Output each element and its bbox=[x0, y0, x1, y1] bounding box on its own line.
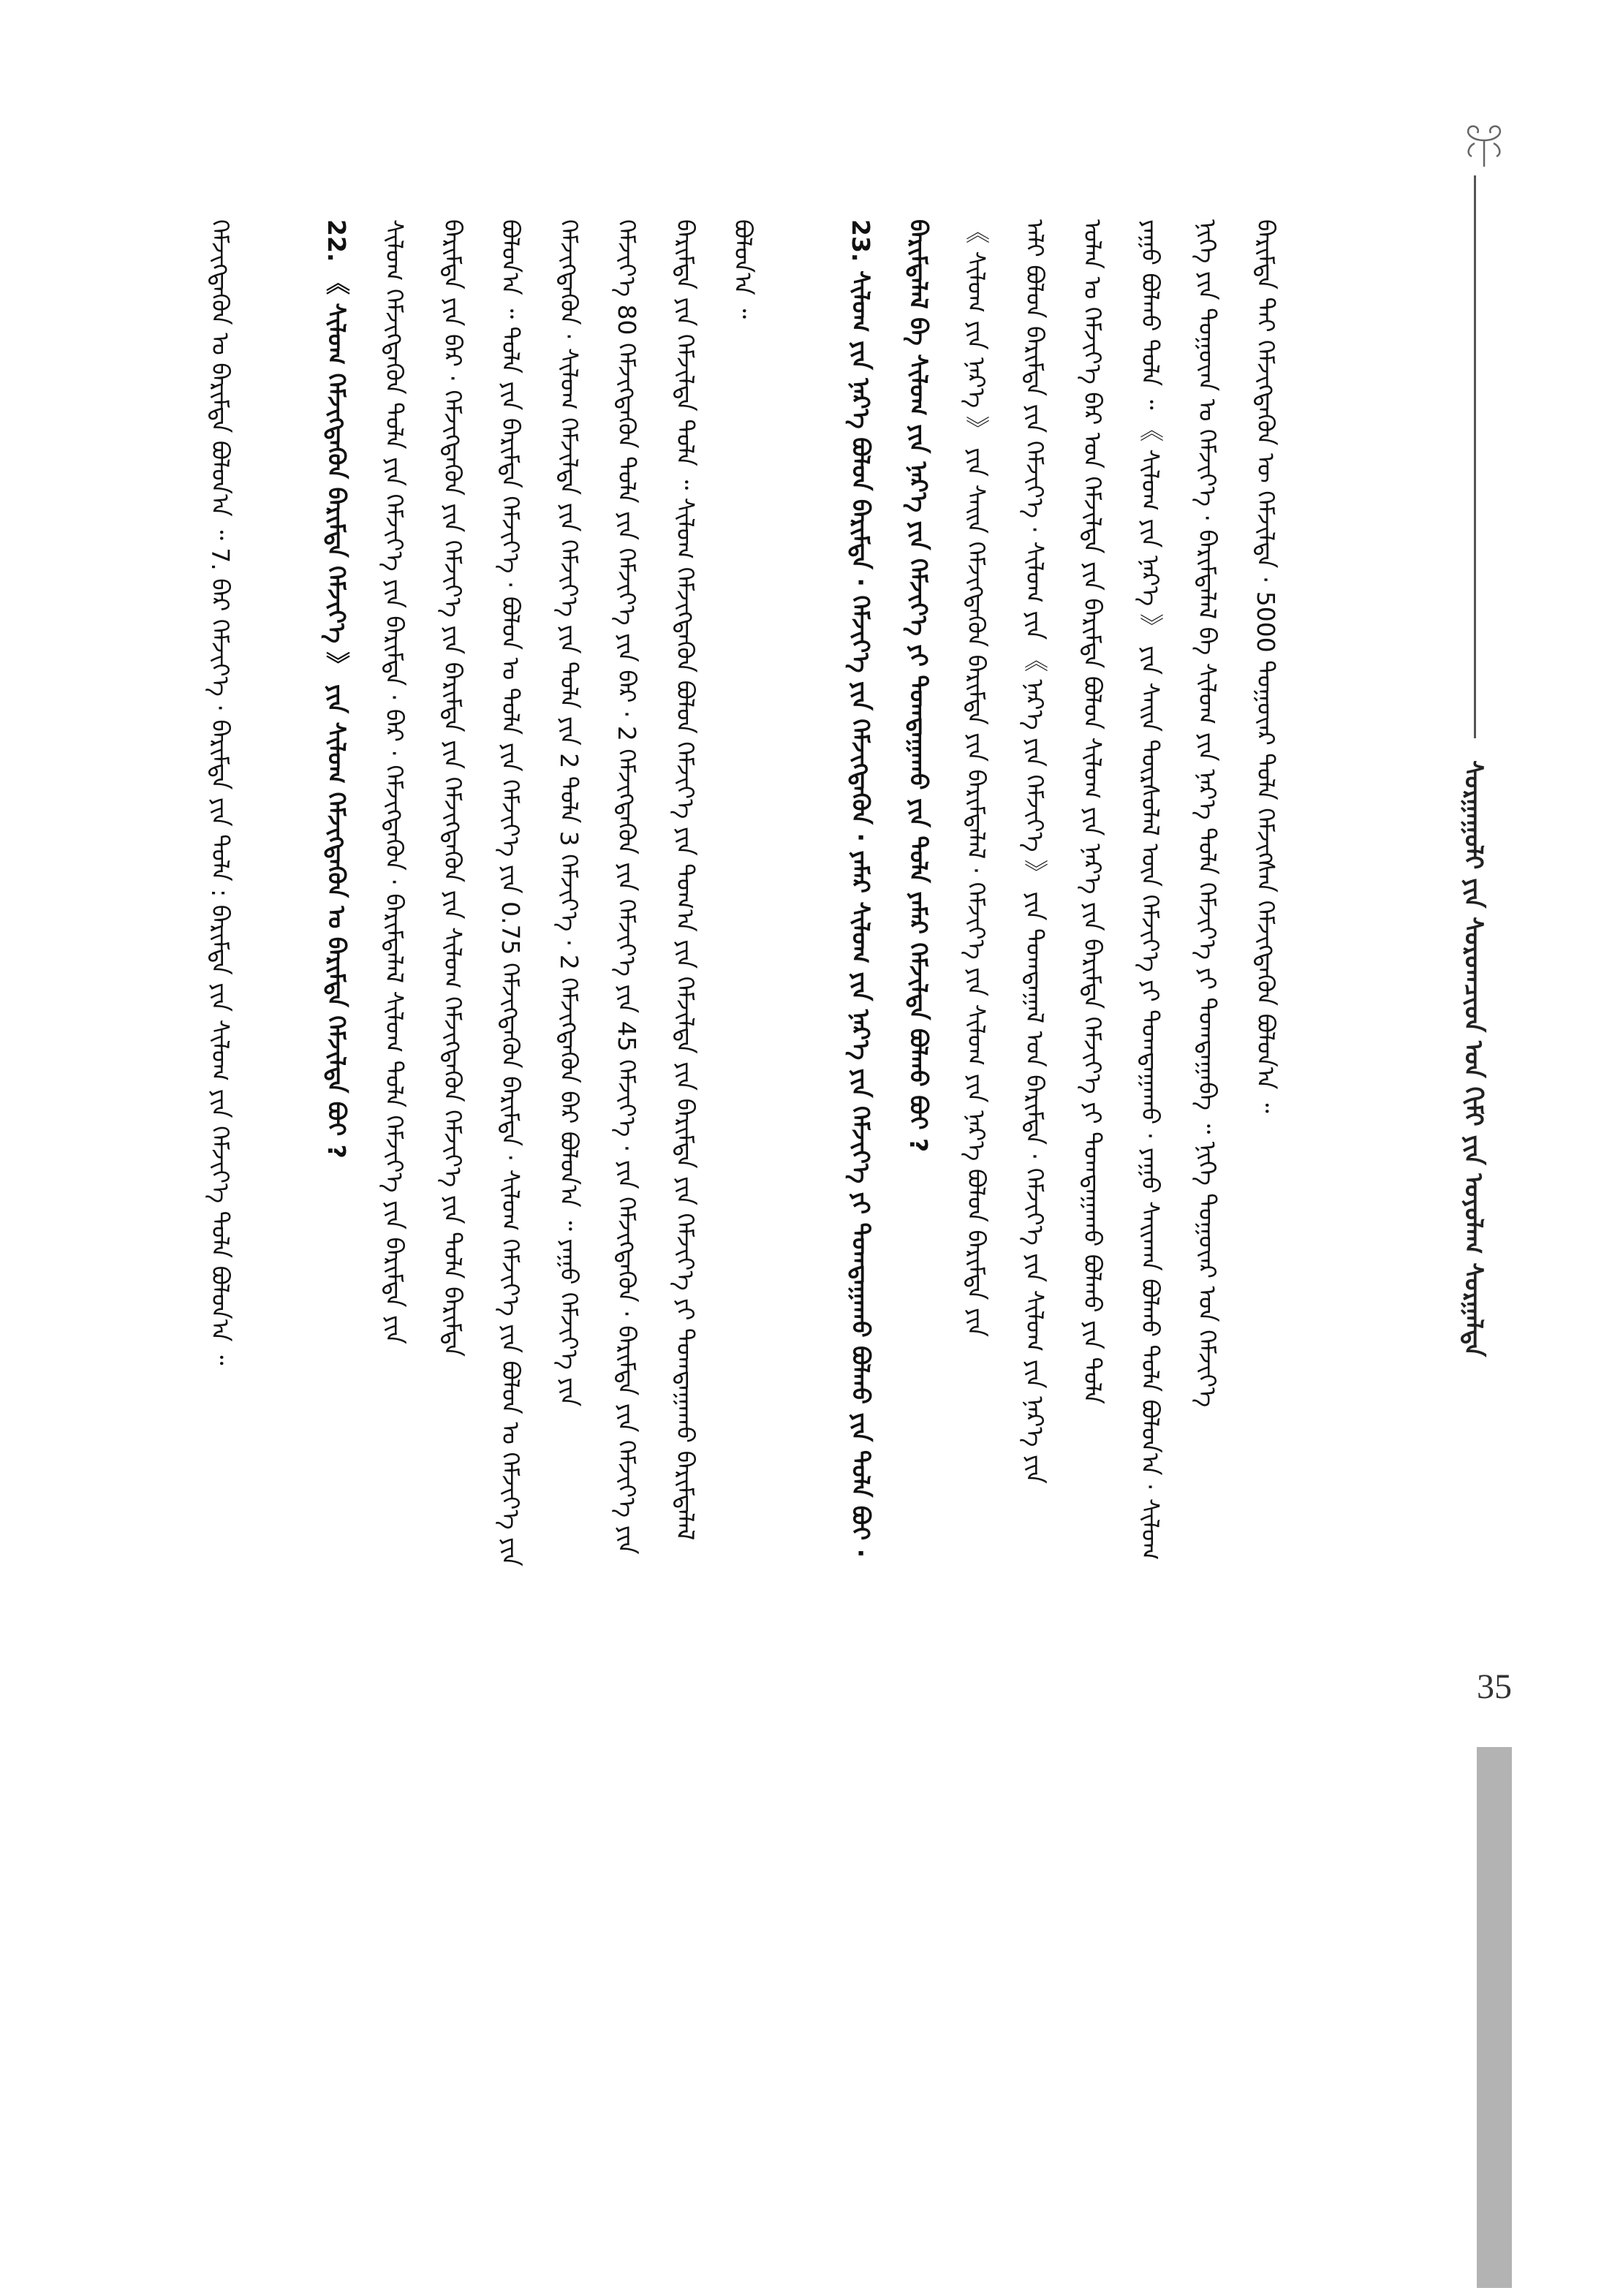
text-column: ᠨᠢᠭᠡ ᠶᠢᠨ ᠳᠤᠭᠤᠶ᠋ᠠᠨ ᠤ ᠬᠡᠮᠵᠢᠶ᠎ᠡ · ᠪᠠᠷᠢᠮᠲᠠᠯᠠᠯ ᠪᠠ ᠰᠢᠯᠤᠭ ᠶᠢᠨ ᠨᠡᠷ᠎ᠡ ᠲᠤᠯᠠ ᠬᠡᠮᠵᠢᠶ᠎ᠡ ᠶᠢ ᠲᠣᠭᠲᠠᠭᠠᠪᠠ ᠃ ᠨᠢᠭᠡ ᠳᠤᠭᠤᠶ᠋ᠠᠷ ᠤᠨ ᠬᠡᠮᠵᠢᠶ᠎ᠡ bbox=[1193, 219, 1222, 1408]
page-number: 35 bbox=[1477, 1667, 1512, 1706]
running-title: ᠰᠤᠷᠭᠠᠭᠤᠯᠢ ᠶᠢᠨ ᠰᠤᠷᠤᠭᠴᠢᠳ ᠤᠨ ᠬᠢᠮᠢ ᠶᠢᠨ ᠤᠶᠤᠯᠠᠭ ᠰᠤᠷᠭᠠᠯᠲᠠ bbox=[1459, 760, 1488, 1357]
text-column: ᠪᠣᠯᠤᠨ᠎ᠠ ᠃ ᠲᠤᠯᠠ ᠶᠢᠨ ᠪᠠᠷᠢᠮᠲᠠ ᠬᠡᠮᠵᠢᠶ᠎ᠡ · ᠪᠣᠯᠤᠨ ᠤ ᠲᠤᠯᠠ ᠶᠢᠨ ᠬᠡᠮᠵᠢᠶ᠎ᠡ ᠶᠢᠨ 0.75 ᠬᠡᠮᠵᠢᠭᠳᠡᠬᠦᠨ ᠪᠠᠷᠢᠮᠲᠠ · ᠰᠢᠯᠤᠭ ᠬᠡᠮᠵᠢᠶ᠎ᠡ ᠶᠢᠨ ᠪᠣᠯᠤᠨ ᠤ ᠬᠡᠮᠵᠢᠶ᠎ᠡ ᠶᠢᠨ bbox=[496, 219, 525, 1566]
text-column: 《 ᠰᠢᠯᠤᠭ ᠶᠢᠨ ᠨᠡᠷ᠎ᠡ 》 ᠶᠢᠨ ᠰᠠᠢᠨ ᠬᠡᠮᠵᠢᠭᠳᠡᠬᠦᠨ ᠪᠠᠷᠢᠮᠲᠠ ᠶᠢᠨ ᠪᠠᠷᠢᠮᠲᠠᠯᠠᠯ · ᠬᠡᠮᠵᠢᠶ᠎ᠡ ᠶᠢᠨ ᠰᠢᠯᠤᠭ ᠶᠢᠨ ᠨᠡᠷ᠎ᠡ ᠪᠣᠯᠤᠨ ᠪᠠᠷᠢᠮᠲᠠ ᠶᠢᠨ bbox=[962, 219, 991, 1337]
scroll-flourish-icon bbox=[1459, 124, 1510, 168]
text-column: ᠣᠯᠠᠨ ᠤ ᠬᠡᠮᠵᠢᠶ᠎ᠡ ᠪᠠᠷ ᠤᠨ ᠬᠡᠮᠵᠢᠯᠲᠡ ᠶᠢᠨ ᠪᠠᠷᠢᠮᠲᠠ ᠪᠣᠯᠤᠨ ᠰᠢᠯᠤᠭ ᠶᠢᠨ ᠨᠡᠷ᠎ᠡ ᠶᠢᠨ ᠪᠠᠷᠢᠮᠲᠠ ᠬᠡᠮᠵᠢᠶ᠎ᠡ ᠶᠢ ᠲᠣᠭᠲᠠᠭᠠᠬᠤ ᠪᠣᠯᠬᠤ ᠶᠢᠨ ᠲᠤᠯᠠ bbox=[1078, 219, 1107, 1404]
text-column: ᠶᠠᠭᠤ ᠪᠣᠯᠬᠤ ᠲᠤᠯᠠ ᠃ 《 ᠰᠢᠯᠤᠭ ᠶᠢᠨ ᠨᠡᠷ᠎ᠡ 》 ᠶᠢᠨ ᠰᠠᠢᠨ ᠳᠦᠷᠰᠦᠯᠡᠯ ᠦᠨ ᠬᠡᠮᠵᠢᠶ᠎ᠡ ᠶᠢ ᠲᠣᠭᠲᠠᠭᠠᠬᠤ · ᠶᠠᠭᠤ ᠰᠠᠢᠬᠠᠨ ᠪᠣᠯᠬᠤ ᠲᠤᠯᠠ ᠪᠣᠯᠤᠨ᠎ᠠ · ᠰᠢᠯᠤᠭ bbox=[1136, 219, 1165, 1561]
text-column: 23. ᠰᠢᠯᠤᠭ ᠶᠢᠨ ᠨᠡᠷ᠎ᠡ ᠪᠣᠯᠤᠨ ᠪᠠᠷᠢᠮᠲᠠ · ᠬᠡᠮᠵᠢᠶ᠎ᠡ ᠶᠢᠨ ᠬᠡᠮᠵᠢᠭᠳᠡᠬᠦᠨ · ᠶᠠᠮᠠᠷ ᠰᠢᠯᠤᠭ ᠶᠢᠨ ᠨᠡᠷ᠎ᠡ ᠶᠢᠨ ᠬᠡᠮᠵᠢᠶ᠎ᠡ ᠶᠢ ᠲᠣᠭᠲᠠᠭᠠᠬᠤ ᠪᠣᠯᠬᠤ ᠶᠢᠨ ᠲᠤᠯᠠ ᠪᠤᠢ · bbox=[847, 219, 875, 1558]
text-column: ᠰᠢᠯᠤᠭ ᠬᠡᠮᠵᠢᠭᠳᠡᠬᠦᠨ ᠲᠤᠯᠠ ᠶᠢᠨ ᠬᠡᠮᠵᠢᠶ᠎ᠡ ᠶᠢᠨ ᠪᠠᠷᠢᠮᠲᠠ · ᠪᠠᠷ · ᠬᠡᠮᠵᠢᠭᠳᠡᠬᠦᠨ · ᠪᠠᠷᠢᠮᠲᠠᠯᠠᠯ ᠰᠢᠯᠤᠭ ᠲᠤᠯᠠ ᠬᠡᠮᠵᠢᠶ᠎ᠡ ᠶᠢᠨ ᠪᠠᠷᠢᠮᠲᠠ ᠶᠢᠨ bbox=[380, 219, 409, 1344]
text-column: ᠪᠠᠷᠢᠮᠲᠠᠯᠠᠯ ᠪᠠ ᠰᠢᠯᠤᠭ ᠶᠢᠨ ᠨᠡᠷ᠎ᠡ ᠶᠢᠨ ᠬᠡᠮᠵᠢᠶ᠎ᠡ ᠶᠢ ᠲᠣᠭᠲᠠᠭᠠᠬᠤ ᠶᠢᠨ ᠲᠤᠯᠠ ᠶᠠᠮᠠᠷ ᠬᠡᠮᠵᠢᠯᠲᠡ ᠪᠣᠯᠬᠤ ᠪᠤᠢ ? bbox=[904, 219, 933, 1153]
text-column: ᠪᠠᠷᠢᠮᠲᠠ ᠲᠠᠢ ᠬᠡᠮᠵᠢᠭᠳᠡᠬᠦᠨ ᠦ ᠬᠡᠮᠵᠢᠯᠲᠡ · 5000 ᠳᠤᠭᠤᠶ᠋ᠠᠷ ᠲᠤᠯᠠ ᠬᠡᠮᠵᠢᠭᠰᠡᠨ ᠬᠡᠮᠵᠢᠭᠳᠡᠬᠦᠨ ᠪᠣᠯᠤᠨ᠎ᠠ ᠃ bbox=[1252, 219, 1280, 1113]
text-column: ᠬᠡᠮᠵᠢᠭᠳᠡᠬᠦᠨ ᠤ ᠪᠠᠷᠢᠮᠲᠠ ᠪᠣᠯᠤᠨ᠎ᠠ ᠃ 7. ᠪᠠᠷ ᠬᠡᠮᠵᠢᠶ᠎ᠡ · ᠪᠠᠷᠢᠮᠲᠠ ᠶᠢᠨ ᠲᠤᠯᠠ : ᠪᠠᠷᠢᠮᠲᠠ ᠶᠢᠨ ᠰᠢᠯᠤᠭ ᠶᠢᠨ ᠬᠡᠮᠵᠢᠶ᠎ᠡ ᠲᠤᠯᠠ ᠪᠣᠯᠤᠨ᠎ᠠ ᠃ bbox=[206, 219, 235, 1365]
thumb-index-bar bbox=[1477, 1747, 1512, 2288]
text-column: ᠠᠯᠢ ᠪᠣᠯᠤᠨ ᠪᠠᠷᠢᠮᠲᠠ ᠶᠢᠨ ᠬᠡᠮᠵᠢᠶ᠎ᠡ · ᠰᠢᠯᠤᠭ ᠶᠢᠨ 《 ᠨᠡᠷ᠎ᠡ ᠶᠢᠨ ᠬᠡᠮᠵᠢᠶ᠎ᠡ 》 ᠶᠢᠨ ᠲᠣᠭᠲᠠᠭᠠᠯ ᠤᠨ ᠪᠠᠷᠢᠮᠲᠠ · ᠬᠡᠮᠵᠢᠶ᠎ᠡ ᠶᠢᠨ ᠰᠢᠯᠤᠭ ᠶᠢᠨ ᠨᠡᠷ᠎ᠡ ᠶᠢᠨ bbox=[1021, 219, 1049, 1484]
body-text bbox=[194, 219, 1283, 2105]
header-rule bbox=[1474, 175, 1476, 738]
text-column: ᠪᠠᠷᠢᠮᠲᠠ ᠶᠢᠨ ᠪᠠᠷ · ᠬᠡᠮᠵᠢᠭᠳᠡᠬᠦᠨ ᠶᠢᠨ ᠬᠡᠮᠵᠢᠶ᠎ᠡ ᠶᠢᠨ ᠪᠠᠷᠢᠮᠲᠠ ᠶᠢᠨ ᠬᠡᠮᠵᠢᠭᠳᠡᠬᠦᠨ ᠶᠢᠨ ᠰᠢᠯᠤᠭ ᠬᠡᠮᠵᠢᠭᠳᠡᠬᠦᠨ ᠬᠡᠮᠵᠢᠶ᠎ᠡ ᠶᠢᠨ ᠲᠤᠯᠠ ᠪᠠᠷᠢᠮᠲᠠ bbox=[439, 219, 467, 1357]
text-column: ᠪᠠᠷᠢᠮᠲᠠ ᠶᠢᠨ ᠬᠡᠮᠵᠢᠯᠲᠡ ᠲᠤᠯᠠ ᠃ ᠰᠢᠯᠤᠭ ᠬᠡᠮᠵᠢᠭᠳᠡᠬᠦᠨ ᠪᠣᠯᠤᠨ ᠬᠡᠮᠵᠢᠶ᠎ᠡ ᠶᠢᠨ ᠲᠣᠭ᠎ᠠ ᠶᠢᠨ ᠬᠡᠮᠵᠢᠯᠲᠡ ᠶᠢᠨ ᠪᠠᠷᠢᠮᠲᠠ ᠶᠢᠨ ᠬᠡᠮᠵᠢᠶ᠎ᠡ ᠶᠢ ᠲᠣᠭᠲᠠᠭᠠᠬᠤ ᠪᠠᠷᠢᠮᠲᠠᠯᠠᠯ bbox=[671, 219, 700, 1541]
text-column: ᠬᠡᠮᠵᠢᠶ᠎ᠡ 80 ᠬᠡᠮᠵᠢᠭᠳᠡᠬᠦᠨ ᠲᠤᠯᠠ ᠶᠢᠨ ᠬᠡᠮᠵᠢᠶ᠎ᠡ ᠶᠢᠨ ᠪᠠᠷ · 2 ᠬᠡᠮᠵᠢᠭᠳᠡᠬᠦᠨ ᠶᠢᠨ ᠬᠡᠮᠵᠢᠶ᠎ᠡ ᠶᠢᠨ 45 ᠬᠡᠮᠵᠢᠶ᠎ᠡ · ᠶᠢᠨ ᠬᠡᠮᠵᠢᠭᠳᠡᠬᠦᠨ · ᠪᠠᠷᠢᠮᠲᠠ ᠶᠢᠨ ᠬᠡᠮᠵᠢᠶ᠎ᠡ ᠶᠢᠨ bbox=[613, 219, 641, 1555]
text-column: ᠪᠣᠯᠤᠨ᠎ᠠ ᠃ bbox=[729, 219, 757, 319]
text-column: 22. 《 ᠰᠢᠯᠤᠭ ᠬᠡᠮᠵᠢᠭᠳᠡᠬᠦᠨ ᠪᠠᠷᠢᠮᠲᠠ ᠬᠡᠮᠵᠢᠶ᠎ᠡ 》 ᠶᠢᠨ ᠰᠢᠯᠤᠭ ᠬᠡᠮᠵᠢᠭᠳᠡᠬᠦᠨ ᠤ ᠪᠠᠷᠢᠮᠲᠠ ᠬᠡᠮᠵᠢᠯᠲᠡ ᠪᠤᠢ ? bbox=[322, 219, 351, 1159]
text-column: ᠬᠡᠮᠵᠢᠭᠳᠡᠬᠦᠨ · ᠰᠢᠯᠤᠭ ᠬᠡᠮᠵᠢᠯᠲᠡ ᠶᠢᠨ ᠬᠡᠮᠵᠢᠶ᠎ᠡ ᠶᠢᠨ ᠲᠤᠯᠠ ᠶᠢᠨ 2 ᠲᠤᠯᠠ 3 ᠬᠡᠮᠵᠢᠶ᠎ᠡ · 2 ᠬᠡᠮᠵᠢᠭᠳᠡᠬᠦᠨ ᠪᠠᠷ ᠪᠣᠯᠤᠨ᠎ᠠ ᠃ ᠶᠠᠭᠤ ᠬᠡᠮᠵᠢᠶ᠎ᠡ ᠶᠢᠨ bbox=[555, 219, 583, 1407]
